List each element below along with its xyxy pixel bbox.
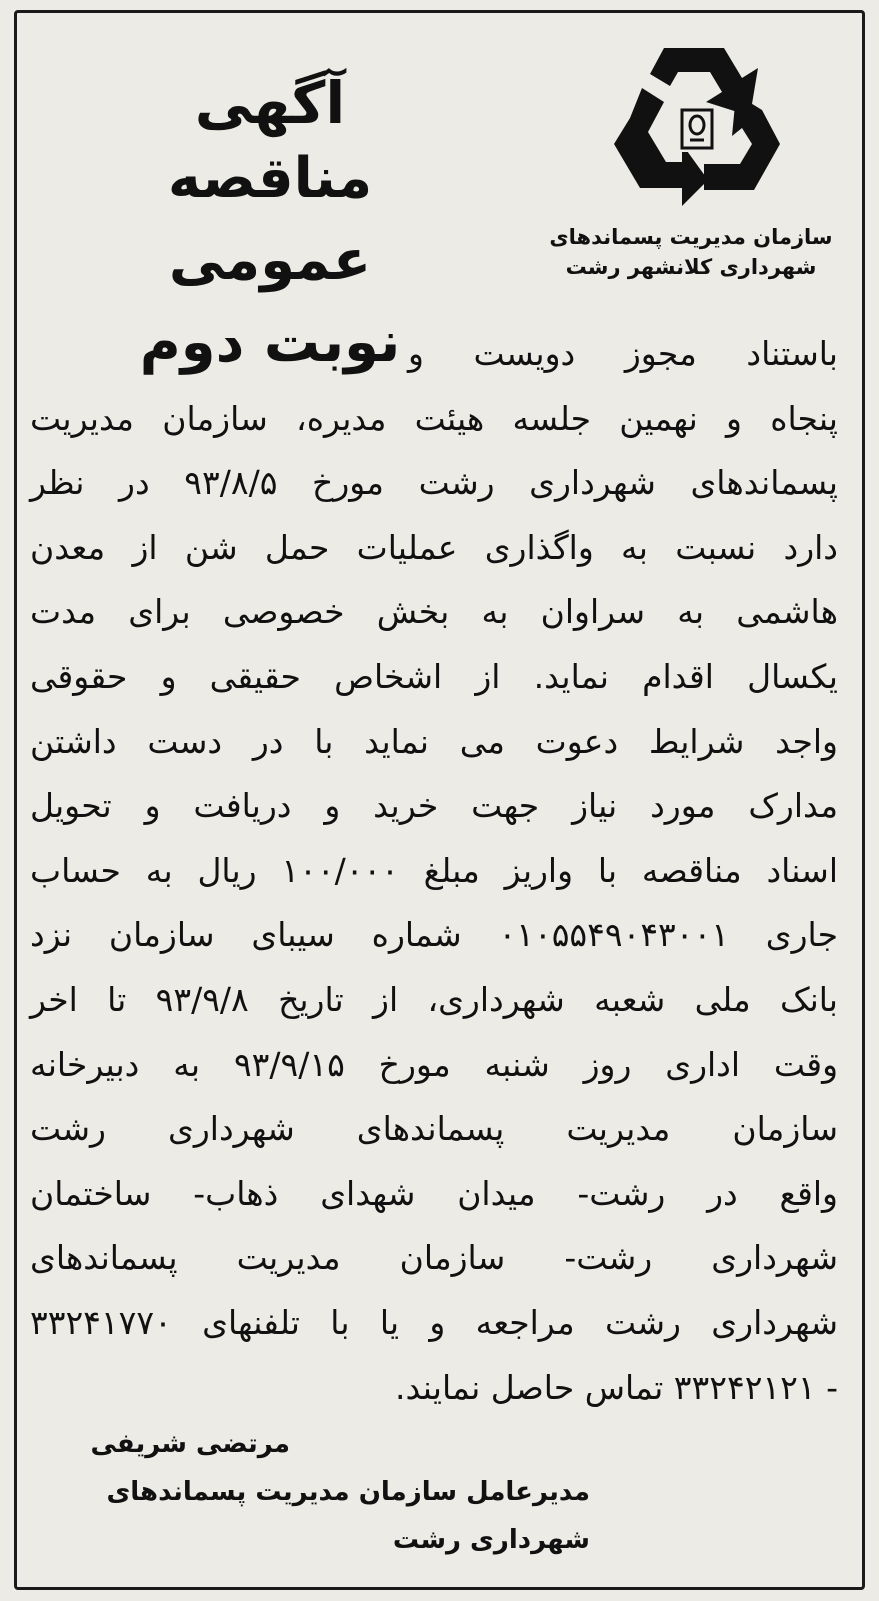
body-line: بانک ملی شعبه شهرداری، از تاریخ ۹۳/۹/۸ تا اخر (30, 979, 838, 1019)
recycling-logo-icon (612, 40, 782, 208)
body-line: مدارک مورد نیاز جهت خرید و دریافت و تحویل (30, 786, 838, 826)
signatory-title-line-2: شهرداری رشت (392, 1525, 590, 1555)
body-line: واجد شرایط دعوت می نماید با در دست داشتن (30, 721, 838, 761)
notice-body (30, 322, 838, 1420)
headline-public-tender: مناقصه عمومی (167, 146, 373, 293)
body-line: هاشمی به سراوان به بخش خصوصی برای مدت (30, 592, 838, 632)
signatory-title-line-1: مدیرعامل سازمان مدیریت پسماندهای (106, 1477, 590, 1507)
body-line: جاری ۰۱۰۵۵۴۹۰۴۳۰۰۱ شماره سیبای سازمان نزد (30, 915, 838, 955)
signatory-name: مرتضی شریفی (90, 1429, 290, 1459)
body-line: واقع در رشت- میدان شهدای ذهاب- ساختمان (30, 1173, 838, 1213)
headline-announcement: آگهی (194, 69, 346, 137)
body-line: وقت اداری روز شنبه مورخ ۹۳/۹/۱۵ به دبیرخانه (30, 1044, 838, 1084)
organization-line-2: شهرداری کلانشهر رشت (565, 255, 817, 279)
signature-block (30, 1420, 590, 1564)
organization-name (541, 222, 841, 282)
body-line: شهرداری رشت- سازمان مدیریت پسماندهای (30, 1238, 838, 1278)
body-line: اسناد مناقصه با واریز مبلغ ۱۰۰/۰۰۰ ریال به حساب (30, 850, 838, 890)
headline-second-round: نوبت دوم (139, 310, 401, 375)
body-line: یکسال اقدام نماید. از اشخاص حقیقی و حقوقی (30, 656, 838, 696)
organization-line-1: سازمان مدیریت پسماندهای (549, 225, 833, 249)
body-line: باستناد مجوز دویست و (408, 334, 838, 373)
body-line: دارد نسبت به واگذاری عملیات حمل شن از معدن (30, 527, 838, 567)
body-line: - ۳۳۲۴۲۱۲۱ تماس حاصل نمایند. (394, 1367, 838, 1407)
body-line: سازمان مدیریت پسماندهای شهرداری رشت (30, 1109, 838, 1149)
body-line: پسماندهای شهرداری رشت مورخ ۹۳/۸/۵ در نظر (30, 463, 838, 503)
body-line: پنجاه و نهمین جلسه هیئت مدیره، سازمان مدیریت (30, 398, 838, 438)
body-line: شهرداری رشت مراجعه و یا با تلفنهای ۳۳۲۴۱۷۷۰ (30, 1302, 838, 1342)
